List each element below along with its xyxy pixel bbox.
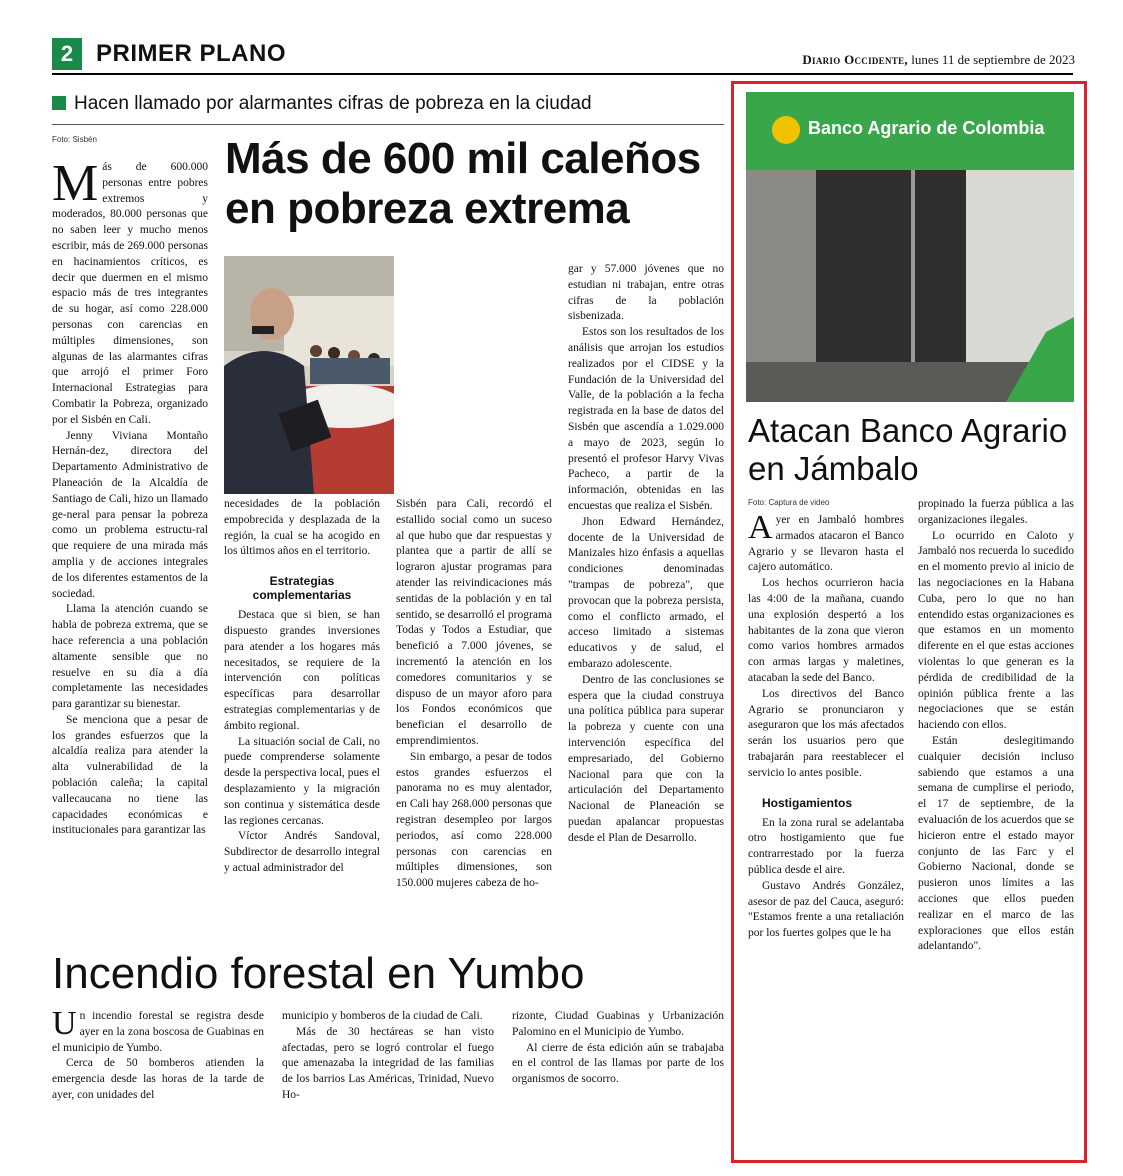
paragraph: Lo ocurrido en Caloto y Jambaló nos recuerda lo sucedido en el momento previo al inicio de las negociaciones en la Habana Cuba, pero lo que no han entendido estas organizaciones es que estamos en un momento diferente en el que estas acciones violentas lo que generan es la pérdida de credibilidad de la opinión pública frente a las negociaciones que se están haciendo con ellos. bbox=[918, 529, 1074, 732]
yumbo-headline: Incendio forestal en Yumbo bbox=[52, 949, 585, 998]
section-number: 2 bbox=[52, 38, 82, 70]
paragraph: Estos son los resultados de los análisis que arrojan los estudios realizados por el CIDSE y la Fundación de la Universidad del Valle, de la población a la fecha registrada en la base de datos del Sisbén que ascendía a 1.029.000 a mayo de 2023, según lo presentó el profesor Harvy Vivas Pacheco, a partir de la información, obtenidas en las encuestas que realiza el Sisbén. bbox=[568, 326, 724, 512]
paragraph: n incendio forestal se registra desde ayer en la zona boscosa de Guabinas en el municipio de Yumbo. bbox=[52, 1010, 264, 1054]
forum-photo-illustration bbox=[224, 256, 394, 494]
paragraph: Jenny Viviana Montaño Hernán-dez, directora del Departamento Administrativo de Planeación de la Alcaldía de Santiago de Cali, hizo un llamado ge-neral para pensar la pobreza como un problema estructu-ral que requiere de una mirada más amplia y de acciones integrales de los diferentes estamentos de la sociedad. bbox=[52, 429, 208, 600]
paragraph: Víctor Andrés Sandoval, Subdirector de desarrollo integral y actual administrador del bbox=[224, 830, 380, 874]
paragraph: Al cierre de ésta edición aún se trabajaba en el control de las llamas por parte de los organismos de socorro. bbox=[512, 1041, 724, 1086]
paragraph: rizonte, Ciudad Guabinas y Urbanización Palomino en el Municipio de Yumbo. bbox=[512, 1010, 724, 1038]
main-story-column-2 bbox=[224, 497, 380, 877]
main-headline: Más de 600 mil caleños en pobreza extrema bbox=[225, 134, 701, 233]
paragraph: municipio y bomberos de la ciudad de Cali. bbox=[282, 1010, 483, 1022]
kicker-text: Hacen llamado por alarmantes cifras de pobreza en la ciudad bbox=[74, 93, 592, 114]
paragraph: La situación social de Cali, no puede comprenderse solamente desde la perspectiva local, pues el desplazamiento y la migración son continua y sistemática desde las regiones cercanas. bbox=[224, 735, 380, 827]
yumbo-story-column-3 bbox=[512, 1009, 724, 1088]
issue-date: lunes 11 de septiembre de 2023 bbox=[907, 52, 1075, 67]
bank-story-column-1 bbox=[748, 509, 904, 942]
newspaper-name: Diario Occidente, bbox=[802, 52, 908, 67]
masthead bbox=[765, 52, 1075, 68]
paragraph: Gustavo Andrés González, asesor de paz del Cauca, aseguró: "Estamos frente a una retaliación por los fuertes golpes que le ha bbox=[748, 879, 904, 940]
paragraph: Destaca que si bien, se han dispuesto grandes inversiones para atender a los hogares más necesitados, se requiere de la intervención con políticas específicas para desarrollar estrategias complementarias y de ámbito regional. bbox=[224, 609, 380, 732]
main-story-column-3 bbox=[396, 497, 552, 892]
paragraph: Más de 30 hectáreas se han visto afectadas, pero se logró controlar el fuego que amenazaba la integridad de las familias de los barrios Las Américas, Trinidad, Nuevo Ho- bbox=[282, 1025, 494, 1101]
paragraph: Están deslegitimando cualquier decisión incluso sabiendo que estamos a una semana de cumplirse el periodo, el 17 de septiembre, de la evaluación de los acuerdos que se hicieron entre el estado mayor conjunto de las Farc y el Gobierno Nacional, donde se pusieron unos límites a las acciones que ellos pueden realizar en el marco de las exploraciones que ellos están adelantando". bbox=[918, 734, 1074, 953]
paragraph: yer en Jambaló hombres armados atacaron el Banco Agrario y se llevaron hasta el cajero automático. bbox=[748, 514, 904, 574]
paragraph: propinado la fuerza pública a las organizaciones ilegales. bbox=[918, 498, 1074, 526]
paragraph: Cerca de 50 bomberos atienden la emergencia desde las horas de la tarde de ayer, con unidades del bbox=[52, 1057, 264, 1101]
bank-sign-text: Banco Agrario de Colombia bbox=[808, 118, 1045, 138]
paragraph: gar y 57.000 jóvenes que no estudian ni trabajan, entre otras cifras de la población sisbenizada. bbox=[568, 263, 724, 323]
paragraph: Los directivos del Banco Agrario se pronunciaron y aseguraron que los más afectados serán los usuarios pero que trabajarán para reestablecer el servicio lo antes posible. bbox=[748, 687, 904, 779]
story-kicker bbox=[52, 92, 592, 116]
paragraph: Los hechos ocurrieron hacia las 4:00 de la mañana, cuando una explosión despertó a los habitantes de la zona que vieron como varios hombres armados con armas largas y maletines, atacaban la sede del Banco. bbox=[748, 577, 904, 684]
bank-story-column-2 bbox=[918, 497, 1074, 955]
header-rule bbox=[52, 73, 1073, 75]
paragraph: En la zona rural se adelantaba otro hostigamiento que fue contrarrestado por la fuerza pública desde el aire. bbox=[748, 816, 904, 876]
paragraph: Llama la atención cuando se habla de pobreza extrema, que se hace referencia a una población altamente sensible que no resuelve en su día a día completamente las necesidades para garantizar su bienestar. bbox=[52, 603, 208, 711]
paragraph: ás de 600.000 personas entre pobres extremos y moderados, 80.000 personas que no saben leer y mucho menos escribir, más de 269.000 personas en hacinamientos críticos, es decir que duermen en el mismo espacio más de tres integrantes de su hogar, así como 228.000 personas con carencias en múltiples dimensiones, son algunas de las alarmantes cifras que arrojó el primer Foro Internacional Estrategias para Combatir la Pobreza, organizado por el Sisbén en Cali. bbox=[52, 161, 208, 426]
photo-credit: Foto: Sisbén bbox=[52, 135, 97, 144]
paragraph: Dentro de las conclusiones se espera que la ciudad construya una política pública para superar la pobreza y cuente con una intervención específica del empresariado, del Gobierno Nacional para que con la articulación del Departamento Nacional de Planeación se puedan apalancar propuestas desde el Plan de Desarrollo. bbox=[568, 673, 724, 844]
yumbo-story-column-2 bbox=[282, 1009, 494, 1104]
photo-credit: Foto: Captura de video bbox=[748, 498, 830, 507]
bank-headline: Atacan Banco Agrario en Jámbalo bbox=[748, 412, 1068, 487]
dropcap: M bbox=[52, 155, 99, 212]
paragraph: Sisbén para Cali, recordó el estallido social como un suceso al que hubo que dar respuestas y plantea que a partir de allí se lograron ajustar programas para atender las reivindicaciones más sentidas de la población y en tal sentido, se desarrolló el programa Todas y Todos a Estudiar, que benefició a 7.000 jóvenes, se incrementó la atención en los comedores comunitarios y se dispuso de un mayor aforo para los Fondos económicos que benefician el desarrollo de emprendimientos. bbox=[396, 498, 552, 747]
forum-photo bbox=[224, 256, 394, 494]
paragraph: Sin embargo, a pesar de todos estos grandes esfuerzos el panorama no es muy alentador, en Cali hay 268.000 personas que registran desempleo por largos periodos, así como 228.000 personas con carencias en múltiples dimensiones, son 150.000 mujeres cabeza de ho- bbox=[396, 750, 552, 890]
dropcap: A bbox=[748, 509, 773, 546]
yumbo-story-column-1 bbox=[52, 1005, 264, 1104]
subhead: Hostigamientos bbox=[762, 795, 853, 810]
section-title: PRIMER PLANO bbox=[96, 40, 287, 67]
kicker-square-icon bbox=[52, 96, 66, 110]
dropcap: U bbox=[52, 1005, 77, 1042]
bank-photo bbox=[746, 92, 1074, 402]
main-story-column-4 bbox=[568, 262, 724, 846]
kicker-rule bbox=[52, 124, 724, 125]
subhead: Estrategias complementarias bbox=[252, 574, 352, 603]
paragraph: Jhon Edward Hernández, docente de la Universidad de Manizales hizo énfasis a aquellas condiciones denominadas "trampas de pobreza", que provocan que la pobreza persista, como el conflicto armado, el acceso limitado a sistemas educativos y de salud, el embarazo adolescente. bbox=[568, 515, 724, 670]
paragraph: Se menciona que a pesar de los grandes esfuerzos que la alcaldía realiza para atender la alta vulnerabilidad de la población caleña; la capital vallecaucana no tiene las capacidades económicas e institucionales para garantizar las bbox=[52, 713, 208, 837]
paragraph: necesidades de la población empobrecida y desplazada de la región, la cual se ha acogido en los últimos años en el territorio. bbox=[224, 498, 380, 558]
main-story-column-1 bbox=[52, 155, 208, 839]
